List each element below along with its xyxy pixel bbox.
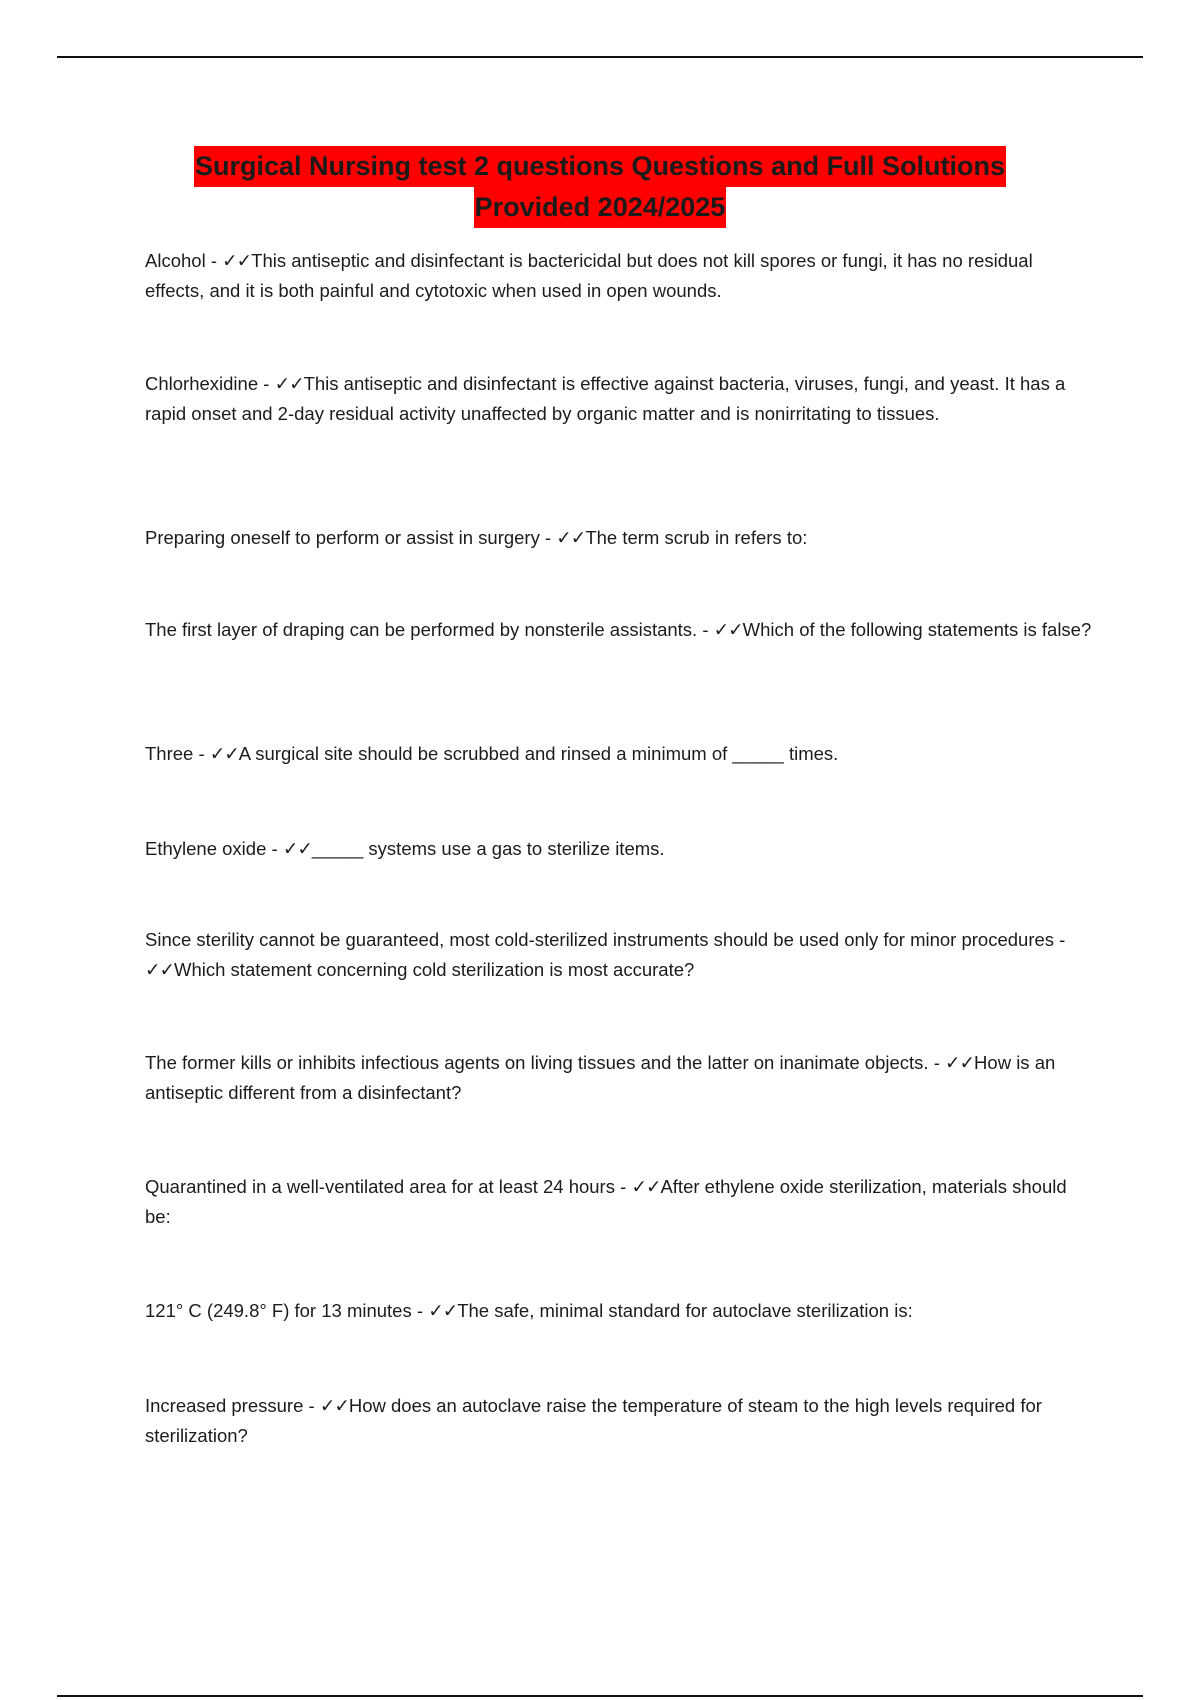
document-title <box>0 146 1200 228</box>
qa-item-4 <box>145 615 1095 645</box>
answer-text: The first layer of draping can be performed by nonsterile assistants. <box>145 619 698 640</box>
answer-text: Three <box>145 743 194 764</box>
qa-item-7 <box>145 925 1095 984</box>
question-text: _____ systems use a gas to sterilize items. <box>311 838 665 859</box>
question-text: The term scrub in refers to: <box>585 527 808 548</box>
separator: - <box>205 250 223 271</box>
check-mark-icon: ✓✓ <box>282 838 312 859</box>
title-line-1: Surgical Nursing test 2 questions Questions and Full Solutions <box>194 146 1006 187</box>
qa-item-10 <box>145 1296 1095 1326</box>
answer-text: Alcohol <box>145 250 206 271</box>
check-mark-icon: ✓✓ <box>209 743 239 764</box>
question-text: How does an autoclave raise the temperature of steam to the high levels required for sterilization? <box>145 1395 1042 1446</box>
question-text: This antiseptic and disinfectant is bactericidal but does not kill spores or fungi, it has no residual effects, and it is both painful and cytotoxic when used in open wounds. <box>145 250 1033 301</box>
qa-item-8 <box>145 1048 1095 1107</box>
question-text: Which statement concerning cold sterilization is most accurate? <box>174 958 695 980</box>
qa-item-2 <box>145 369 1095 428</box>
answer-text: Increased pressure <box>145 1395 304 1416</box>
separator: - <box>266 838 283 859</box>
separator: - <box>411 1300 429 1321</box>
top-rule <box>57 56 1143 58</box>
question-text: This antiseptic and disinfectant is effective against bacteria, viruses, fungi, and yeast. It has a rapid onset and 2-day residual activity unaffected by organic matter and is nonirritating to tissues. <box>145 373 1066 424</box>
answer-text: Ethylene oxide <box>145 838 267 859</box>
check-mark-icon: ✓✓ <box>319 1395 349 1416</box>
check-mark-icon: ✓✓ <box>945 1052 975 1073</box>
qa-item-11 <box>145 1391 1095 1450</box>
separator: - <box>1054 929 1066 950</box>
check-mark-icon: ✓✓ <box>222 250 252 271</box>
answer-text: Chlorhexidine <box>145 373 259 394</box>
question-text: A surgical site should be scrubbed and rinsed a minimum of _____ times. <box>238 743 839 764</box>
question-text: The safe, minimal standard for autoclave sterilization is: <box>457 1300 913 1321</box>
separator: - <box>303 1395 320 1416</box>
check-mark-icon: ✓✓ <box>274 373 304 394</box>
qa-item-5 <box>145 739 1095 769</box>
question-text: How is an antiseptic different from a disinfectant? <box>145 1052 1056 1103</box>
answer-text: The former kills or inhibits infectious agents on living tissues and the latter on inanimate objects. <box>145 1052 929 1073</box>
answer-text: Quarantined in a well-ventilated area for at least 24 hours <box>145 1176 615 1197</box>
answer-text: Since sterility cannot be guaranteed, most cold-sterilized instruments should be used only for minor procedures <box>145 929 1055 950</box>
bottom-rule <box>57 1695 1143 1697</box>
answer-text: 121° C (249.8° F) for 13 minutes <box>145 1300 412 1321</box>
question-text: Which of the following statements is false? <box>742 619 1092 640</box>
qa-item-6 <box>145 834 1095 864</box>
check-mark-icon: ✓✓ <box>556 527 586 548</box>
check-mark-icon: ✓✓ <box>713 619 743 640</box>
check-mark-icon: ✓✓ <box>428 1300 458 1321</box>
separator: - <box>193 743 210 764</box>
question-text: After ethylene oxide sterilization, materials should be: <box>145 1176 1067 1227</box>
check-mark-icon: ✓✓ <box>631 1176 661 1197</box>
separator: - <box>258 373 275 394</box>
check-mark-icon: ✓✓ <box>145 958 175 980</box>
separator: - <box>928 1052 946 1073</box>
qa-item-3 <box>145 523 1095 553</box>
qa-item-9 <box>145 1172 1095 1231</box>
separator: - <box>539 527 557 548</box>
answer-text: Preparing oneself to perform or assist in surgery <box>145 527 540 548</box>
qa-item-1 <box>145 246 1095 305</box>
separator: - <box>697 619 714 640</box>
title-line-2: Provided 2024/2025 <box>474 187 727 228</box>
separator: - <box>614 1176 632 1197</box>
